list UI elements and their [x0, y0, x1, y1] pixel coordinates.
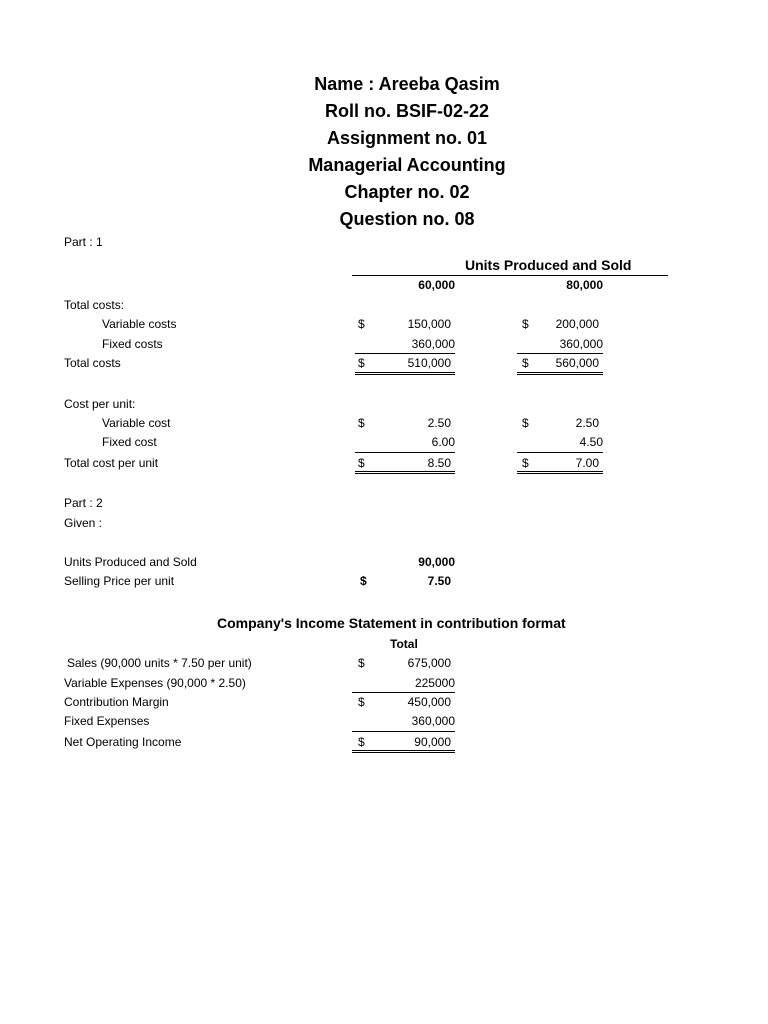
part1-label: Part : 1	[64, 235, 103, 249]
course-title: Managerial Accounting	[308, 155, 506, 175]
part2-label: Part : 2	[64, 496, 103, 510]
group-title-rule	[352, 275, 668, 276]
cost-per-unit-heading: Cost per unit:	[64, 397, 136, 411]
col1-subtotal-rule	[355, 353, 455, 354]
col1-fixed-cost-unit: 6.00	[431, 435, 455, 449]
col1-total-double-rule	[355, 372, 455, 375]
net-operating-income-value: 90,000	[414, 735, 451, 749]
col2-fixed-costs: 360,000	[559, 337, 603, 351]
net-income-rule	[352, 731, 455, 732]
net-operating-income-label: Net Operating Income	[64, 735, 182, 749]
units-produced-label: Units Produced and Sold	[64, 555, 197, 569]
col2-total-double-rule	[517, 372, 603, 375]
col2-fixed-cost-unit: 4.50	[579, 435, 603, 449]
variable-expenses-value: 225000	[414, 676, 455, 690]
net-income-double-rule	[352, 750, 455, 753]
total-costs-label: Total costs	[64, 356, 121, 370]
selling-price-currency: $	[360, 574, 367, 588]
chapter-number: Chapter no. 02	[344, 182, 470, 202]
col1-variable-cost-unit: 2.50	[427, 416, 451, 430]
units-produced-value: 90,000	[418, 555, 455, 569]
col2-unit-double-rule	[517, 471, 603, 474]
currency-symbol: $	[358, 656, 365, 670]
col2-variable-cost-unit: 2.50	[575, 416, 599, 430]
col2-variable-costs: 200,000	[555, 317, 599, 331]
col1-total-costs: 510,000	[407, 356, 451, 370]
assignment-number: Assignment no. 01	[326, 128, 488, 148]
fixed-expenses-label: Fixed Expenses	[64, 714, 150, 728]
contribution-rule	[352, 692, 455, 693]
selling-price-value: 7.50	[427, 574, 451, 588]
variable-costs-label: Variable costs	[102, 317, 177, 331]
variable-expenses-label: Variable Expenses (90,000 * 2.50)	[64, 676, 246, 690]
col1-unit-double-rule	[355, 471, 455, 474]
col1-fixed-costs: 360,000	[411, 337, 455, 351]
currency-symbol: $	[522, 416, 529, 430]
col2-unit-subtotal-rule	[517, 452, 603, 453]
student-name: Name : Areeba Qasim	[314, 74, 500, 94]
fixed-expenses-value: 360,000	[411, 714, 455, 728]
given-label: Given :	[64, 516, 103, 530]
currency-symbol: $	[522, 456, 529, 470]
col1-unit-subtotal-rule	[355, 452, 455, 453]
roll-number: Roll no. BSIF-02-22	[324, 101, 490, 121]
currency-symbol: $	[522, 356, 529, 370]
currency-symbol: $	[358, 735, 365, 749]
col1-variable-costs: 150,000	[407, 317, 451, 331]
variable-cost-label: Variable cost	[102, 416, 171, 430]
fixed-costs-label: Fixed costs	[102, 337, 163, 351]
currency-symbol: $	[358, 456, 365, 470]
currency-symbol: $	[358, 356, 365, 370]
total-costs-heading: Total costs:	[64, 298, 125, 312]
currency-symbol: $	[358, 695, 365, 709]
col2-subtotal-rule	[517, 353, 603, 354]
col1-units: 60,000	[418, 278, 455, 292]
col2-units: 80,000	[566, 278, 603, 292]
sales-label: Sales (90,000 units * 7.50 per unit)	[67, 656, 252, 670]
income-total-header: Total	[390, 637, 418, 651]
contribution-margin-value: 450,000	[407, 695, 451, 709]
col1-total-cost-unit: 8.50	[427, 456, 451, 470]
col2-total-costs: 560,000	[555, 356, 599, 370]
contribution-margin-label: Contribution Margin	[64, 695, 169, 709]
selling-price-label: Selling Price per unit	[64, 574, 175, 588]
col2-total-cost-unit: 7.00	[575, 456, 599, 470]
fixed-cost-label: Fixed cost	[102, 435, 157, 449]
sales-value: 675,000	[407, 656, 451, 670]
question-number: Question no. 08	[339, 209, 475, 229]
units-group-title: Units Produced and Sold	[465, 257, 632, 273]
currency-symbol: $	[522, 317, 529, 331]
total-cost-per-unit-label: Total cost per unit	[64, 456, 159, 470]
currency-symbol: $	[358, 317, 365, 331]
income-statement-title: Company's Income Statement in contribution format	[217, 615, 566, 631]
currency-symbol: $	[358, 416, 365, 430]
